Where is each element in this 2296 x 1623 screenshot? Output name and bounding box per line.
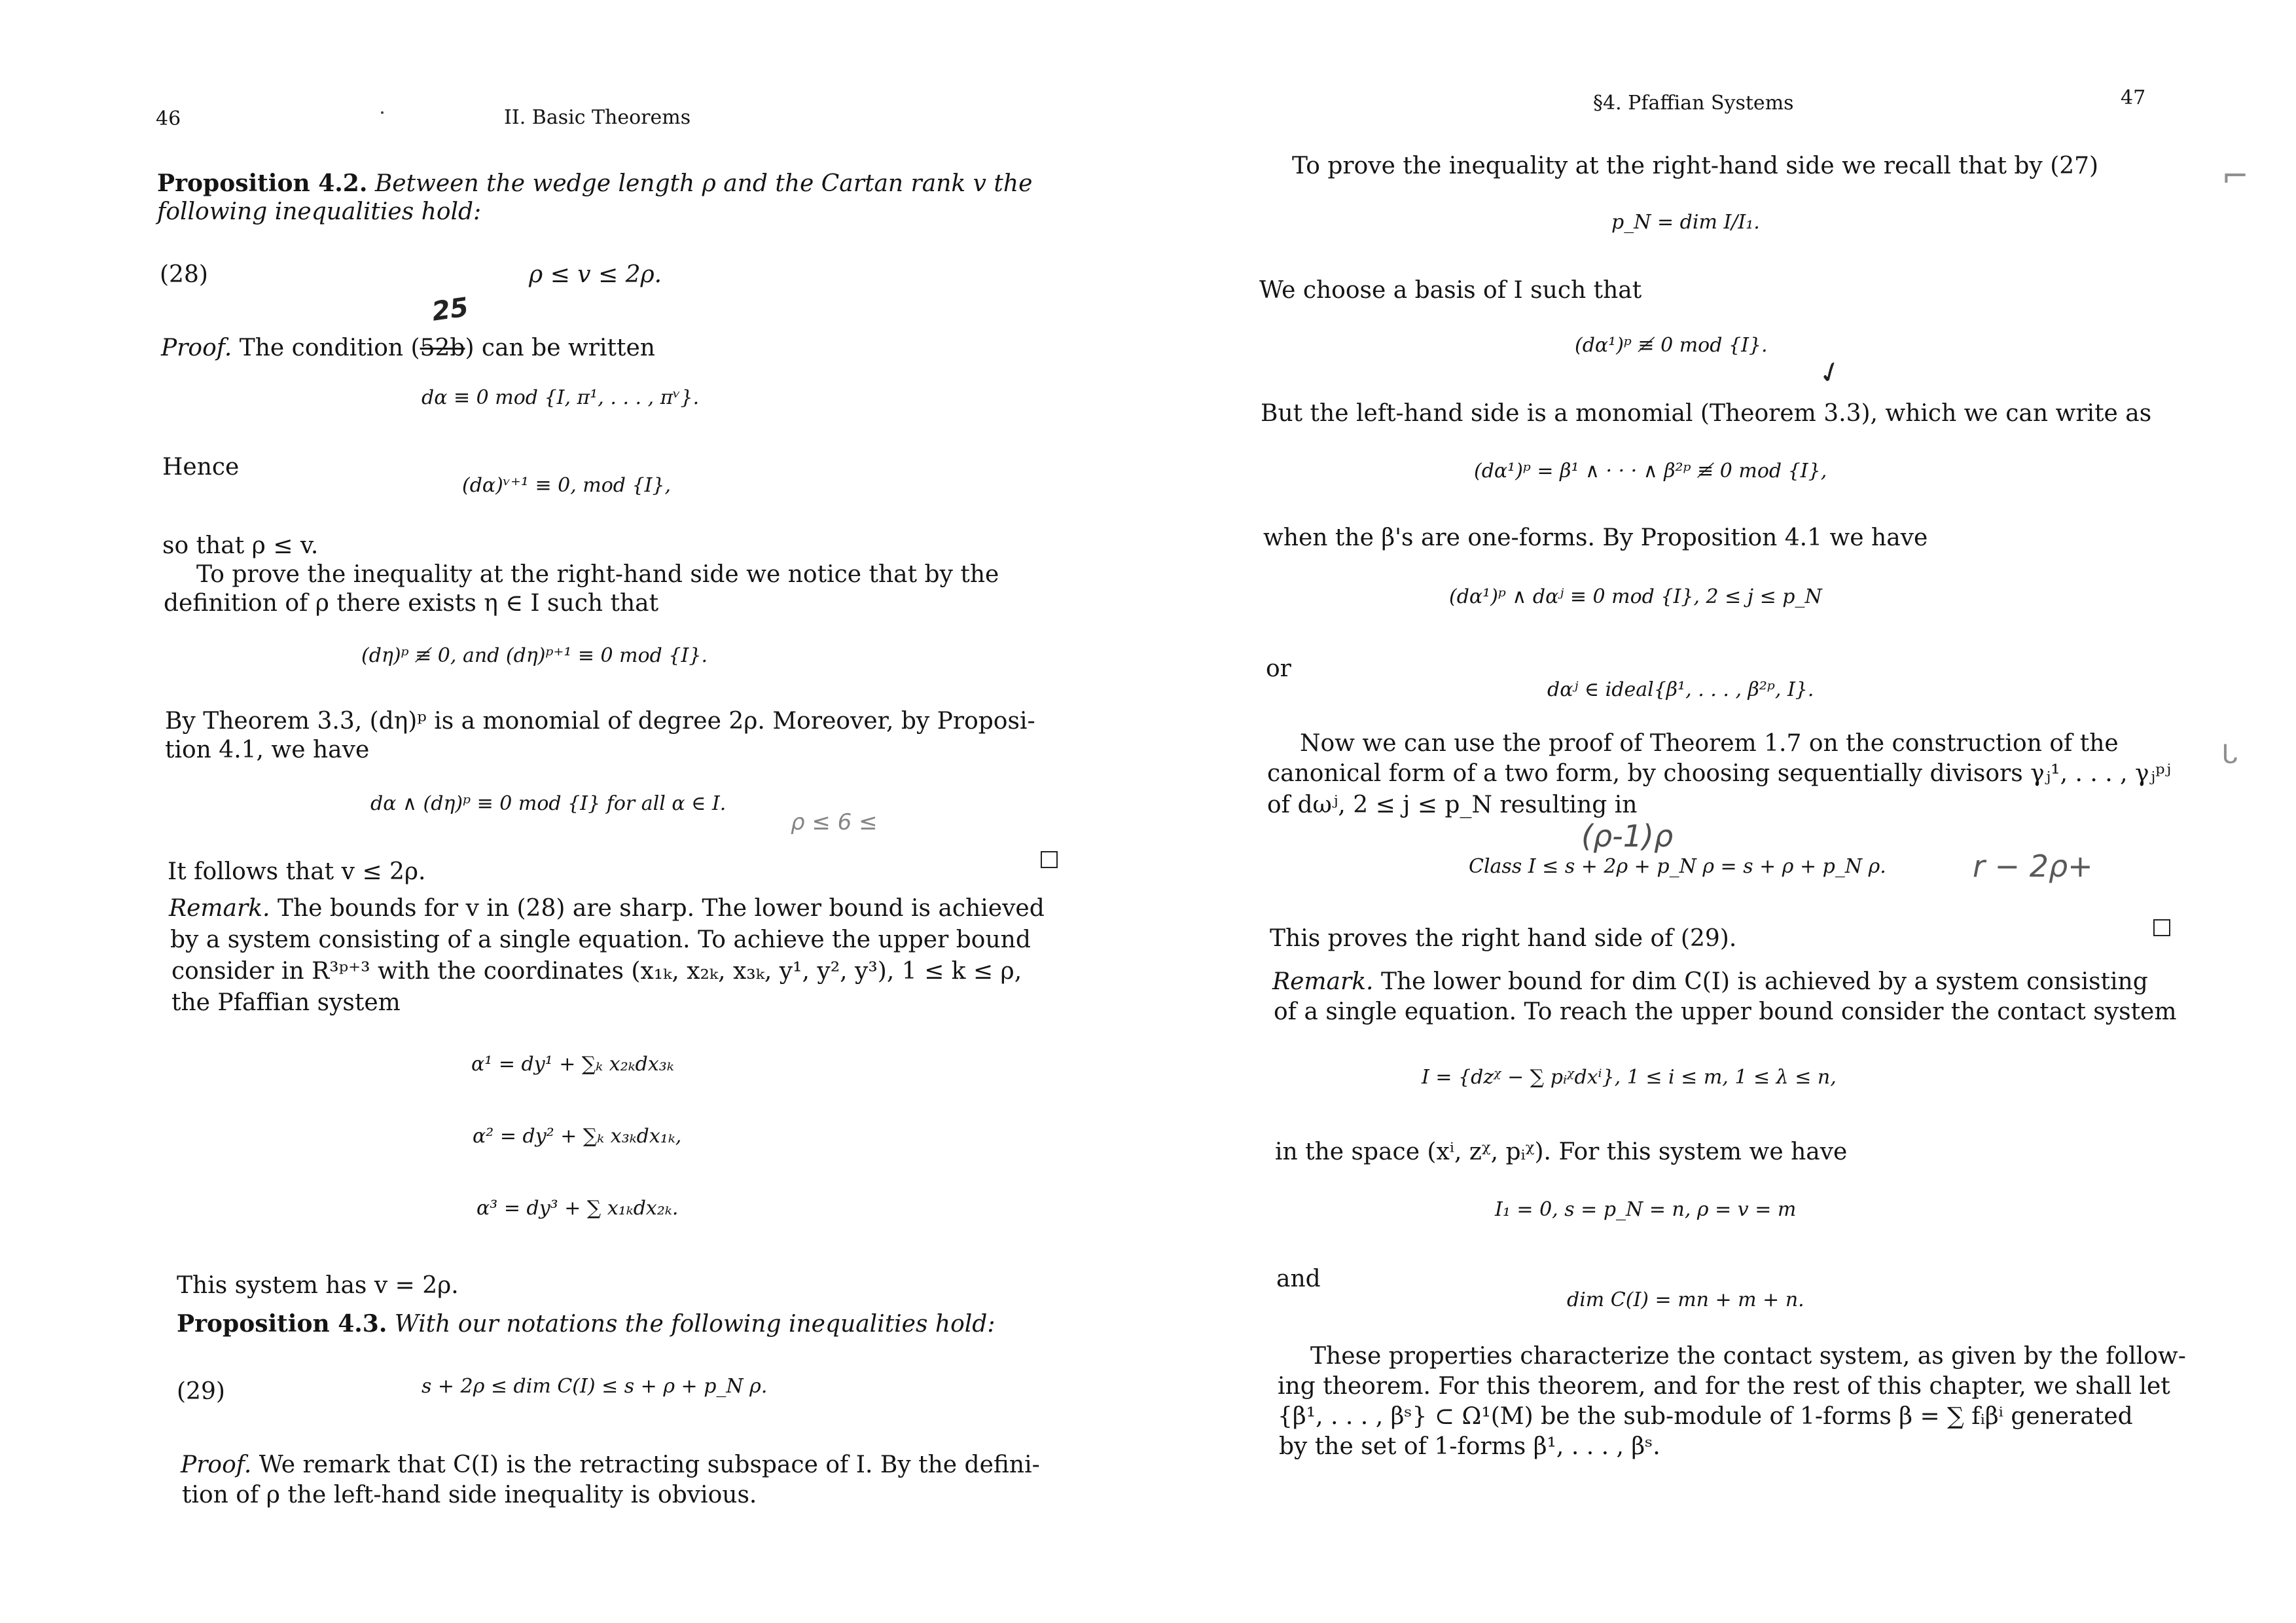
rhs-text-cont: definition of ρ there exists η ∈ I such that	[164, 590, 659, 617]
rhs-text: To prove the inequality at the right-hand side we notice that by the	[196, 561, 999, 588]
and-text: and	[1276, 1266, 1321, 1292]
proof-line	[161, 334, 655, 363]
remark-text-2: of a single equation. To reach the upper bound consider the contact system	[1274, 998, 2177, 1025]
choose-basis-text: We choose a basis of I such that	[1259, 277, 1642, 304]
remark-text-3: consider in R³ᵖ⁺³ with the coordinates (x₁ₖ, x₂ₖ, x₃ₖ, y¹, y², y³), 1 ≤ k ≤ ρ,	[171, 958, 1022, 985]
hence-text: Hence	[162, 454, 240, 481]
handwritten-scribble: ρ ≤ 6 ≤	[791, 809, 878, 835]
handwritten-margin-note: r − 2ρ+	[1973, 848, 2093, 884]
handwritten-annotation: (ρ-1)ρ	[1581, 818, 1674, 854]
proposition-text-cont: following inequalities hold:	[157, 198, 482, 225]
qed-square	[1041, 851, 1058, 868]
equation-alpha-3: α³ = dy³ + ∑ x₁ₖdx₂ₖ.	[476, 1197, 679, 1220]
remark	[169, 894, 1045, 923]
running-head-left: II. Basic Theorems	[504, 106, 691, 129]
final-text-3: {β¹, . . . , βˢ} ⊂ Ω¹(M) be the sub-module of 1-forms β = ∑ fᵢβⁱ generated	[1278, 1403, 2133, 1430]
proposition-label: Proposition 4.3.	[177, 1310, 387, 1338]
proof-2	[181, 1451, 1040, 1480]
proposition-text: With our notations the following inequalities hold:	[394, 1311, 996, 1338]
right-page	[1148, 0, 2296, 1623]
qed-square	[2153, 919, 2170, 936]
proof-label: Proof.	[181, 1451, 252, 1478]
scan-speck	[381, 111, 384, 114]
equation-number-29: (29)	[177, 1378, 225, 1405]
equation-wedge: dα ∧ (dη)ᵖ ≡ 0 mod {I} for all α ∈ I.	[370, 792, 726, 815]
equation-alpha-1: α¹ = dy¹ + ∑ₖ x₂ₖdx₃ₖ	[471, 1053, 674, 1076]
theorem-text-cont: tion 4.1, we have	[165, 737, 370, 763]
system-has-text: This system has v = 2ρ.	[177, 1272, 459, 1299]
proof-text-a: The condition (	[239, 335, 420, 361]
proposition-text: Between the wedge length ρ and the Cartan rank v the	[374, 170, 1033, 197]
proof-text-cont: tion of ρ the left-hand side inequality is obvious.	[182, 1482, 757, 1508]
proposition-4-2	[157, 169, 1032, 198]
equation-alpha-2: α² = dy² + ∑ₖ x₃ₖdx₁ₖ,	[473, 1125, 682, 1148]
or-text: or	[1266, 655, 1291, 682]
struck-reference: 52b	[420, 335, 465, 361]
equation-pn: p_N = dim I/I₁.	[1611, 211, 1760, 234]
equation-ideal: dαʲ ∈ ideal{β¹, . . . , β²ᵖ, I}.	[1547, 678, 1814, 701]
remark-text: The bounds for v in (28) are sharp. The lower bound is achieved	[277, 895, 1045, 922]
running-head-right: §4. Pfaffian Systems	[1593, 92, 1794, 115]
recall-text: To prove the inequality at the right-hand side we recall that by (27)	[1292, 153, 2099, 179]
equation-number-28: (28)	[160, 261, 208, 288]
handwritten-check: ✓	[1813, 353, 1848, 393]
proof-label: Proof.	[161, 335, 232, 361]
equation-monomial: (dα¹)ᵖ = β¹ ∧ · · · ∧ β²ᵖ ≢ 0 mod {I},	[1474, 460, 1827, 483]
now-text-2: canonical form of a two form, by choosing sequentially divisors γⱼ¹, . . . , γⱼᵖʲ	[1267, 760, 2171, 787]
equation-class: Class I ≤ s + 2ρ + p_N ρ = s + ρ + p_N ρ.	[1469, 855, 1886, 878]
space-text: in the space (xⁱ, zᵡ, pᵢᵡ). For this system we have	[1275, 1139, 1848, 1165]
theorem-text: By Theorem 3.3, (dη)ᵖ is a monomial of degree 2ρ. Moreover, by Proposi-	[165, 708, 1035, 735]
equation-dalpha: dα ≡ 0 mod {I, π¹, . . . , πᵛ}.	[422, 386, 700, 409]
final-text: These properties characterize the contact system, as given by the follow-	[1310, 1343, 2186, 1370]
remark	[1272, 968, 2148, 996]
proof-text-b: ) can be written	[465, 335, 655, 361]
remark-text: The lower bound for dim C(I) is achieved by a system consisting	[1380, 968, 2148, 995]
equation-28: ρ ≤ v ≤ 2ρ.	[529, 261, 662, 288]
remark-text-2: by a system consisting of a single equation. To achieve the upper bound	[170, 926, 1031, 953]
proposition-label: Proposition 4.2.	[157, 170, 368, 197]
proposition-4-3	[177, 1309, 995, 1339]
handwritten-correction: 25	[430, 292, 471, 327]
equation-contact-system: I = {dzᵡ − ∑ pᵢᵡdxⁱ}, 1 ≤ i ≤ m, 1 ≤ λ ≤ n,	[1422, 1066, 1837, 1089]
equation-values: I₁ = 0, s = p_N = n, ρ = v = m	[1495, 1198, 1797, 1221]
margin-mark: ⌐	[2221, 157, 2249, 195]
now-text: Now we can use the proof of Theorem 1.7 on the construction of the	[1300, 730, 2119, 757]
remark-text-4: the Pfaffian system	[171, 989, 401, 1016]
equation-prop-4-1: (dα¹)ᵖ ∧ dαʲ ≡ 0 mod {I}, 2 ≤ j ≤ p_N	[1449, 585, 1822, 608]
page-number-right: 47	[2121, 86, 2146, 109]
margin-mark: ᒐ	[2221, 740, 2238, 770]
equation-dalpha-power: (dα)ᵛ⁺¹ ≡ 0, mod {I},	[462, 474, 672, 497]
equation-basis: (dα¹)ᵖ ≢ 0 mod {I}.	[1575, 334, 1768, 357]
equation-dim: dim C(I) = mn + m + n.	[1567, 1288, 1804, 1311]
equation-eta: (dη)ᵖ ≢ 0, and (dη)ᵖ⁺¹ ≡ 0 mod {I}.	[361, 644, 708, 667]
follows-text: It follows that v ≤ 2ρ.	[168, 858, 426, 885]
proves-text: This proves the right hand side of (29).	[1270, 925, 1737, 952]
final-text-4: by the set of 1-forms β¹, . . . , βˢ.	[1279, 1433, 1660, 1460]
equation-29: s + 2ρ ≤ dim C(I) ≤ s + ρ + p_N ρ.	[422, 1375, 768, 1398]
one-forms-text: when the β's are one-forms. By Proposition 4.1 we have	[1263, 524, 1928, 551]
monomial-text: But the left-hand side is a monomial (Theorem 3.3), which we can write as	[1261, 400, 2152, 427]
remark-label: Remark.	[1272, 968, 1374, 995]
remark-label: Remark.	[169, 895, 270, 922]
so-that-text: so that ρ ≤ v.	[162, 532, 319, 559]
proof-text: We remark that C(I) is the retracting subspace of I. By the defini-	[259, 1451, 1040, 1478]
page-number-left: 46	[156, 107, 181, 130]
now-text-3: of dωʲ, 2 ≤ j ≤ p_N resulting in	[1267, 792, 1638, 818]
final-text-2: ing theorem. For this theorem, and for the rest of this chapter, we shall let	[1278, 1373, 2170, 1400]
